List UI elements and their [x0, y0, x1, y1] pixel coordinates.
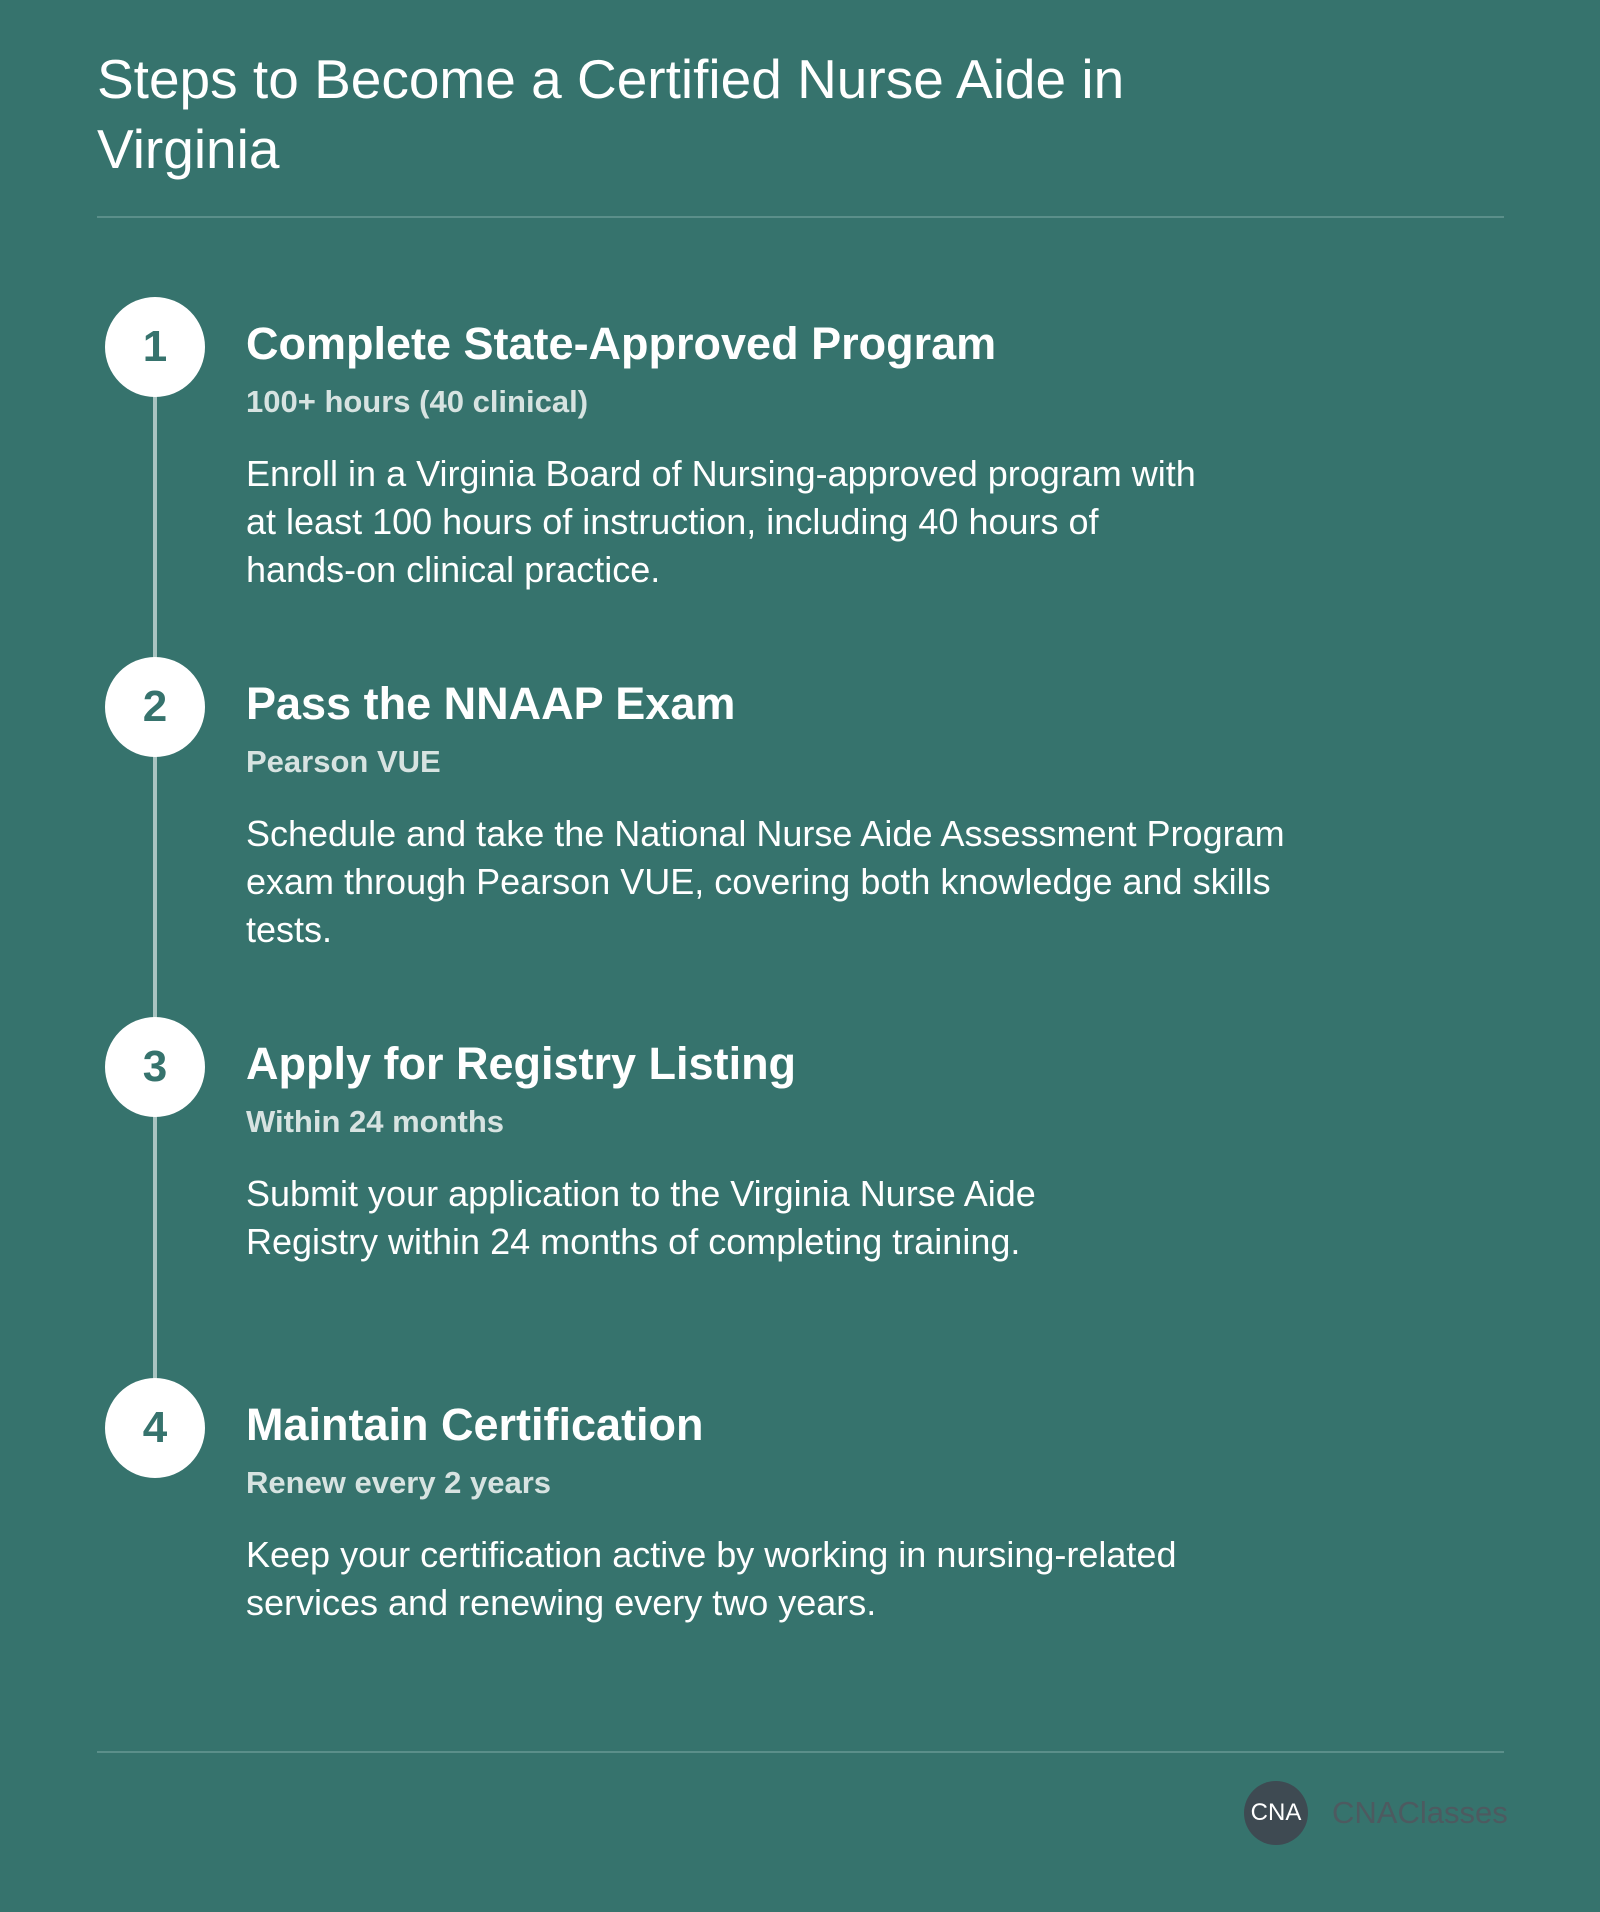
brand-logo[interactable] — [1244, 1781, 1508, 1845]
step-description: Schedule and take the National Nurse Aide Assessment Program exam through Pearson VUE, covering both knowledge and skills tests. — [246, 813, 1285, 950]
step-number-badge: 4 — [105, 1378, 205, 1478]
footer-divider — [97, 1751, 1504, 1753]
page-title: Steps to Become a Certified Nurse Aide in Virginia — [97, 48, 1125, 180]
step-description: Submit your application to the Virginia Nurse Aide Registry within 24 months of completing training. — [246, 1173, 1036, 1262]
step-subtitle: Within 24 months — [246, 1104, 505, 1139]
step-title: Pass the NNAAP Exam — [246, 678, 736, 729]
step-number-badge: 1 — [105, 297, 205, 397]
logo-mark: CNA — [1244, 1781, 1308, 1845]
timeline-line — [153, 348, 157, 1428]
step-title: Maintain Certification — [246, 1399, 704, 1450]
step-title: Apply for Registry Listing — [246, 1038, 797, 1089]
step-subtitle: Pearson VUE — [246, 744, 441, 779]
step-number-badge: 2 — [105, 657, 205, 757]
step-subtitle: 100+ hours (40 clinical) — [246, 384, 589, 419]
step-subtitle: Renew every 2 years — [246, 1465, 552, 1500]
logo-text: CNAClasses — [1332, 1795, 1508, 1830]
step-description: Enroll in a Virginia Board of Nursing-approved program with at least 100 hours of instruction, including 40 hours of hands-on clinical practice. — [246, 453, 1196, 590]
step-description: Keep your certification active by working in nursing-related services and renewing every two years. — [246, 1534, 1177, 1623]
step-number-badge: 3 — [105, 1017, 205, 1117]
step-title: Complete State-Approved Program — [246, 318, 997, 369]
header-divider — [97, 216, 1504, 218]
